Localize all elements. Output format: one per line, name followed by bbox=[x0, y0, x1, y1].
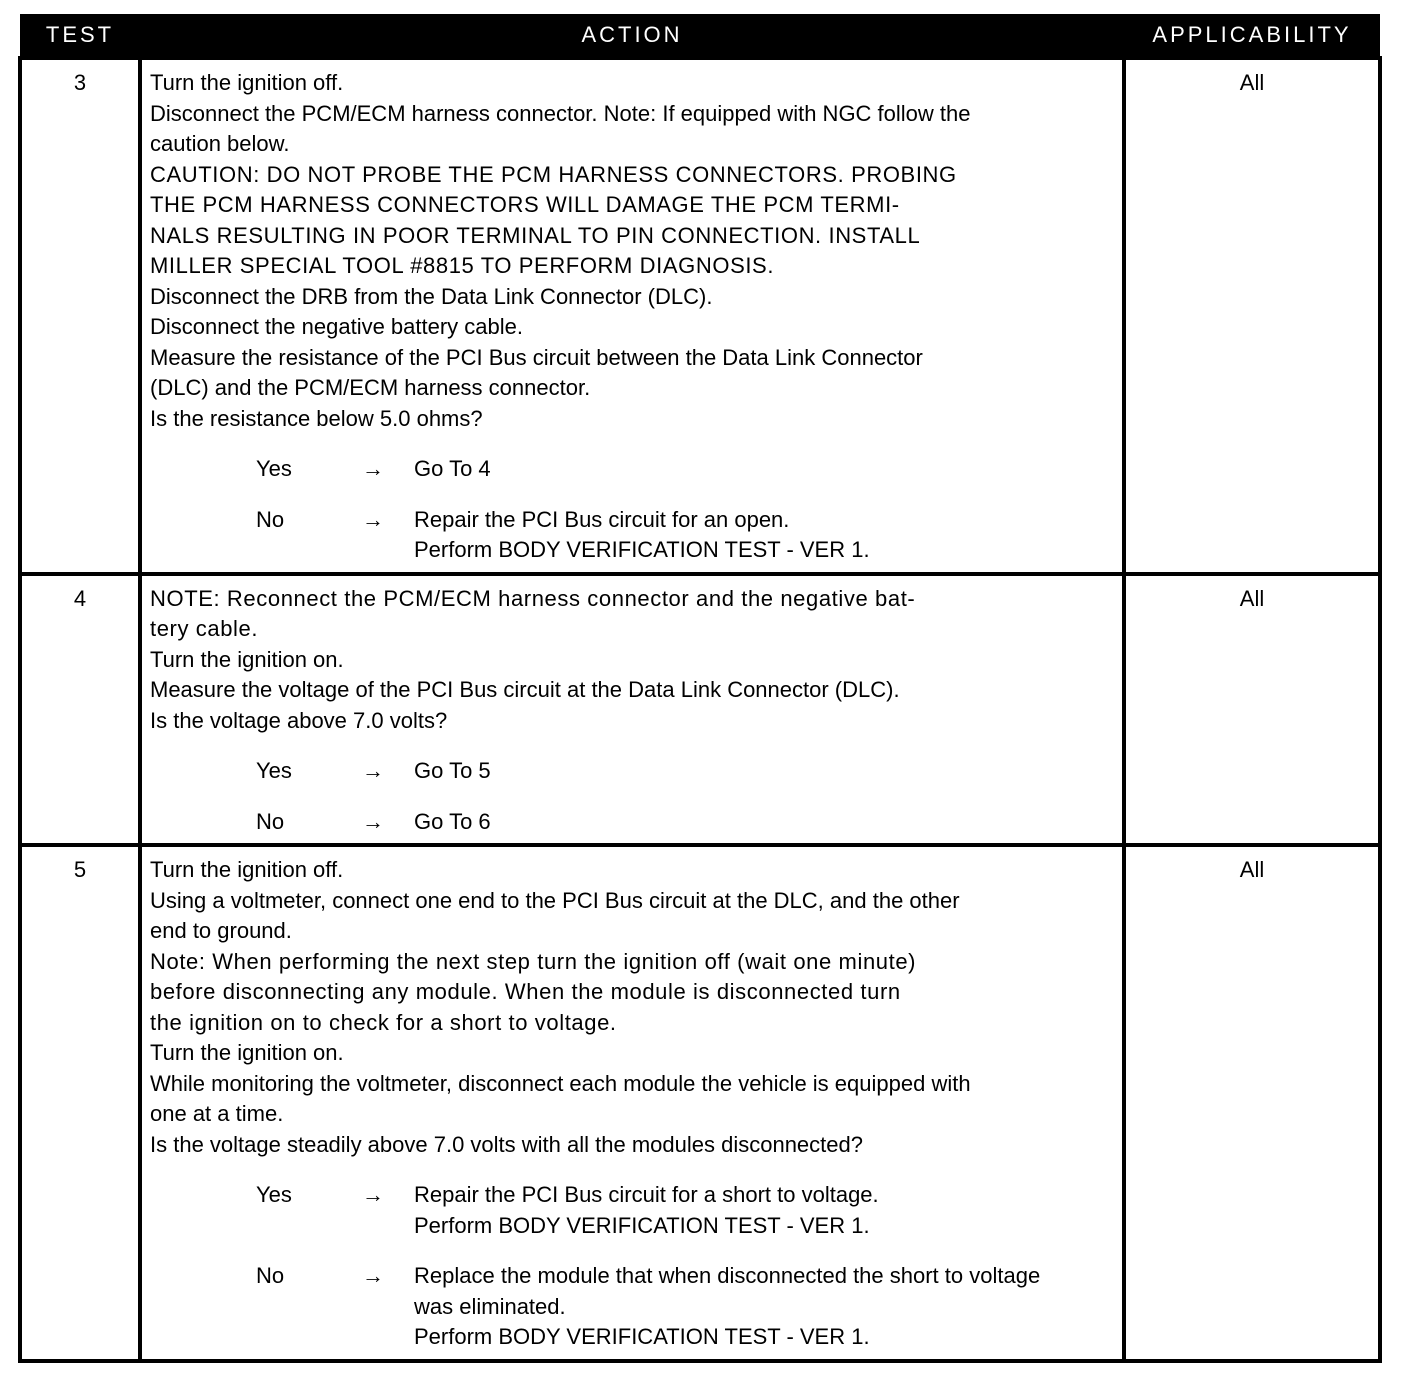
diagnostic-test-table bbox=[18, 14, 1382, 1363]
arrow-icon: → bbox=[362, 1263, 384, 1288]
action-line: Measure the resistance of the PCI Bus circuit between the Data Link Connector bbox=[150, 344, 923, 370]
result-line: Repair the PCI Bus circuit for an open. bbox=[414, 506, 790, 532]
action-line: caution below. bbox=[150, 131, 290, 156]
test-row-5 bbox=[20, 845, 1380, 1361]
result-line: Repair the PCI Bus circuit for a short to voltage. bbox=[414, 1182, 879, 1207]
yes-result bbox=[414, 1180, 1114, 1241]
note-line: NOTE: Reconnect the PCM/ECM harness connector and the negative bat- bbox=[150, 585, 916, 611]
yes-label: Yes bbox=[256, 456, 292, 481]
yes-branch bbox=[150, 454, 1114, 485]
no-label: No bbox=[256, 1263, 285, 1288]
test-row-3 bbox=[20, 58, 1380, 574]
arrow-icon: → bbox=[362, 506, 384, 532]
action-line: While monitoring the voltmeter, disconnect each module the vehicle is equipped with bbox=[150, 1070, 971, 1096]
applicability-value: All bbox=[1124, 845, 1380, 1361]
action-line: one at a time. bbox=[150, 1101, 284, 1126]
note-line: Note: When performing the next step turn the ignition off (wait one minute) bbox=[150, 948, 917, 974]
action-line: Disconnect the PCM/ECM harness connector. Note: If equipped with NGC follow the bbox=[150, 100, 971, 126]
action-line: Turn the ignition off. bbox=[150, 857, 344, 882]
result-line: Go To 6 bbox=[414, 808, 491, 834]
yes-label: Yes bbox=[256, 758, 292, 783]
action-line: Disconnect the negative battery cable. bbox=[150, 314, 524, 339]
caution-line: THE PCM HARNESS CONNECTORS WILL DAMAGE THE PCM TERMI- bbox=[150, 192, 900, 217]
test-number: 4 bbox=[20, 574, 140, 846]
action-line: Disconnect the DRB from the Data Link Connector (DLC). bbox=[150, 283, 713, 309]
caution-line: MILLER SPECIAL TOOL #8815 TO PERFORM DIAGNOSIS. bbox=[150, 253, 775, 278]
yes-branch bbox=[150, 1180, 1114, 1241]
yes-result bbox=[414, 454, 1114, 485]
no-label: No bbox=[256, 506, 285, 532]
action-cell bbox=[140, 574, 1124, 846]
arrow-icon: → bbox=[362, 808, 384, 834]
header-row bbox=[20, 14, 1380, 58]
action-cell bbox=[140, 845, 1124, 1361]
action-line: Turn the ignition on. bbox=[150, 646, 344, 672]
yes-label: Yes bbox=[256, 1182, 292, 1207]
question-line: Is the voltage above 7.0 volts? bbox=[150, 707, 448, 733]
result-line: Go To 4 bbox=[414, 456, 491, 481]
no-result bbox=[414, 807, 1114, 838]
test-row-4 bbox=[20, 574, 1380, 846]
result-line: Replace the module that when disconnected the short to voltage bbox=[414, 1263, 1041, 1288]
test-number: 5 bbox=[20, 845, 140, 1361]
action-line: Turn the ignition off. bbox=[150, 70, 344, 95]
applicability-value: All bbox=[1124, 58, 1380, 574]
arrow-icon: → bbox=[362, 1182, 384, 1207]
caution-line: NALS RESULTING IN POOR TERMINAL TO PIN CONNECTION. INSTALL bbox=[150, 222, 921, 248]
no-result bbox=[414, 505, 1114, 566]
action-line: (DLC) and the PCM/ECM harness connector. bbox=[150, 375, 591, 400]
no-branch bbox=[150, 505, 1114, 566]
question-line: Is the voltage steadily above 7.0 volts with all the modules disconnected? bbox=[150, 1131, 863, 1157]
question-line: Is the resistance below 5.0 ohms? bbox=[150, 405, 483, 431]
yes-result bbox=[414, 756, 1114, 787]
header-test: TEST bbox=[20, 14, 140, 58]
note-line: before disconnecting any module. When the module is disconnected turn bbox=[150, 979, 901, 1004]
no-result bbox=[414, 1261, 1114, 1353]
yes-branch bbox=[150, 756, 1114, 787]
action-line: Using a voltmeter, connect one end to the PCI Bus circuit at the DLC, and the other bbox=[150, 887, 960, 913]
result-line: Perform BODY VERIFICATION TEST - VER 1. bbox=[414, 1212, 870, 1238]
result-line: Perform BODY VERIFICATION TEST - VER 1. bbox=[414, 537, 870, 562]
action-line: Measure the voltage of the PCI Bus circuit at the Data Link Connector (DLC). bbox=[150, 677, 900, 702]
note-line: tery cable. bbox=[150, 616, 259, 641]
action-line: Turn the ignition on. bbox=[150, 1040, 344, 1065]
arrow-icon: → bbox=[362, 456, 384, 481]
action-cell bbox=[140, 58, 1124, 574]
note-line: the ignition on to check for a short to voltage. bbox=[150, 1009, 617, 1035]
result-line: was eliminated. bbox=[414, 1293, 566, 1319]
no-branch bbox=[150, 807, 1114, 838]
applicability-value: All bbox=[1124, 574, 1380, 846]
header-action: ACTION bbox=[140, 14, 1124, 58]
result-line: Go To 5 bbox=[414, 758, 491, 783]
header-applicability: APPLICABILITY bbox=[1124, 14, 1380, 58]
caution-line: CAUTION: DO NOT PROBE THE PCM HARNESS CONNECTORS. PROBING bbox=[150, 161, 957, 187]
result-line: Perform BODY VERIFICATION TEST - VER 1. bbox=[414, 1324, 870, 1349]
no-branch bbox=[150, 1261, 1114, 1353]
no-label: No bbox=[256, 808, 285, 834]
test-number: 3 bbox=[20, 58, 140, 574]
arrow-icon: → bbox=[362, 758, 384, 783]
action-line: end to ground. bbox=[150, 918, 292, 943]
